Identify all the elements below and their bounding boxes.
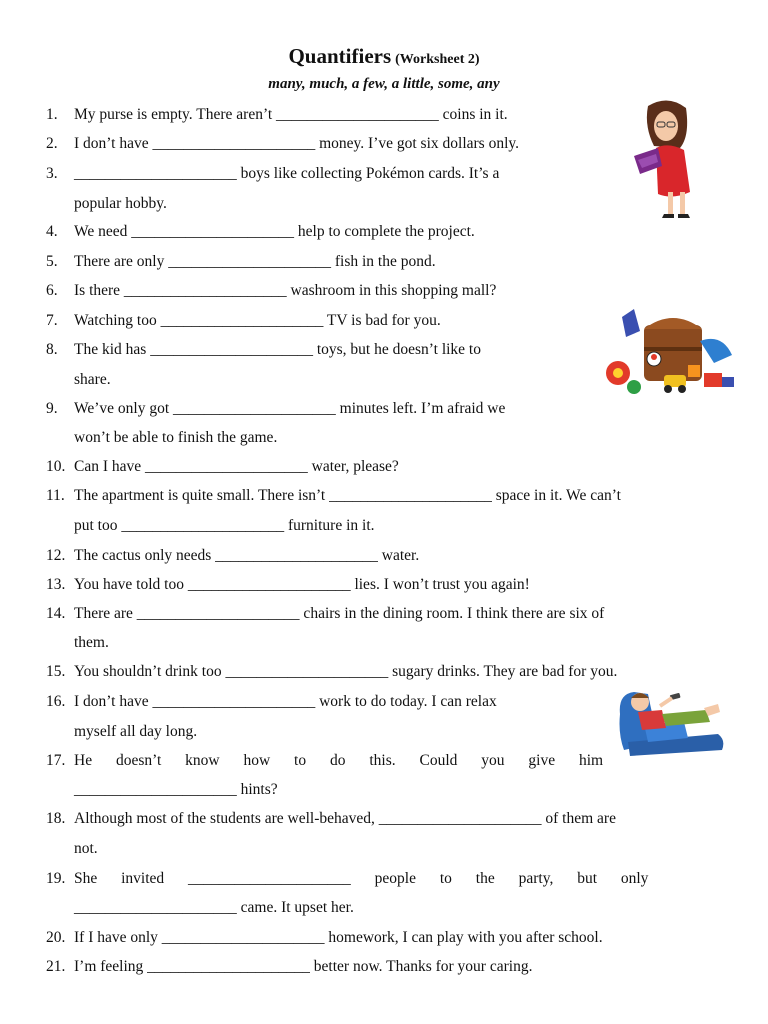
item-number: 10. — [46, 458, 66, 475]
item-text: My purse is empty. There aren’t _____________________ coins in it. — [74, 106, 508, 123]
item-text: them. — [74, 634, 109, 651]
item-number: 12. — [46, 547, 66, 564]
item-text: I’m feeling _____________________ better now. Thanks for your caring. — [74, 958, 533, 975]
item-text: myself all day long. — [74, 723, 198, 740]
item-number: 15. — [46, 663, 66, 680]
item-text: Can I have _____________________ water, please? — [74, 458, 399, 475]
item-text: not. — [74, 840, 98, 857]
item-number: 6. — [46, 282, 58, 299]
item-text: Watching too _____________________ TV is bad for you. — [74, 312, 441, 329]
item-number: 9. — [46, 400, 58, 417]
item-number: 16. — [46, 693, 66, 710]
item-text: We need _____________________ help to complete the project. — [74, 223, 475, 240]
item-number: 7. — [46, 312, 58, 329]
item-text: The apartment is quite small. There isn’t _____________________ space in it. We can’t — [74, 487, 621, 504]
item-text: I don’t have _____________________ work to do today. I can relax — [74, 693, 497, 710]
item-text: popular hobby. — [74, 195, 167, 212]
item-text: You shouldn’t drink too _____________________ sugary drinks. They are bad for you. — [74, 663, 618, 680]
item-number: 20. — [46, 929, 66, 946]
item-number: 13. — [46, 576, 66, 593]
item-number: 3. — [46, 165, 58, 182]
item-text: I don’t have _____________________ money. I’ve got six dollars only. — [74, 135, 519, 152]
toys-pile-illustration — [604, 307, 736, 403]
item-number: 5. — [46, 253, 58, 270]
item-text: You have told too _____________________ lies. I won’t trust you again! — [74, 576, 530, 593]
item-text: The kid has _____________________ toys, but he doesn’t like to — [74, 341, 481, 358]
item-number: 2. — [46, 135, 58, 152]
item-number: 14. — [46, 605, 66, 622]
worksheet-subtitle: many, much, a few, a little, some, any — [268, 76, 500, 92]
item-number: 8. — [46, 341, 58, 358]
item-number: 18. — [46, 810, 66, 827]
item-text: _____________________ hints? — [74, 781, 278, 798]
title-text: Quantifiers — [288, 44, 392, 68]
item-text: won’t be able to finish the game. — [74, 429, 278, 446]
item-text: There are _____________________ chairs in the dining room. I think there are six of — [74, 605, 605, 622]
item-text: The cactus only needs _____________________ water. — [74, 547, 420, 564]
item-number: 19. — [46, 870, 66, 887]
item-text: If I have only _____________________ homework, I can play with you after school. — [74, 929, 603, 946]
item-number: 1. — [46, 106, 58, 123]
man-relaxing-illustration — [614, 684, 730, 758]
item-text: Although most of the students are well-behaved, _____________________ of them are — [74, 810, 616, 827]
item-text: We’ve only got _____________________ minutes left. I’m afraid we — [74, 400, 506, 417]
item-text: He doesn’t know how to do this. Could you give him — [74, 752, 604, 769]
item-text: put too _____________________ furniture in it. — [74, 517, 375, 534]
item-text: _____________________ boys like collecting Pokémon cards. It’s a — [74, 165, 500, 182]
woman-with-purse-illustration — [628, 96, 728, 220]
item-text: share. — [74, 371, 111, 388]
item-text: Is there _____________________ washroom in this shopping mall? — [74, 282, 497, 299]
worksheet-title — [0, 44, 768, 69]
item-text: _____________________ came. It upset her. — [74, 899, 354, 916]
item-number: 11. — [46, 487, 65, 504]
item-number: 17. — [46, 752, 66, 769]
item-text: There are only _____________________ fish in the pond. — [74, 253, 436, 270]
item-text: She invited _____________________ people to the party, but only — [74, 870, 649, 887]
item-number: 4. — [46, 223, 58, 240]
worksheet-label: (Worksheet 2) — [395, 52, 480, 67]
item-number: 21. — [46, 958, 66, 975]
